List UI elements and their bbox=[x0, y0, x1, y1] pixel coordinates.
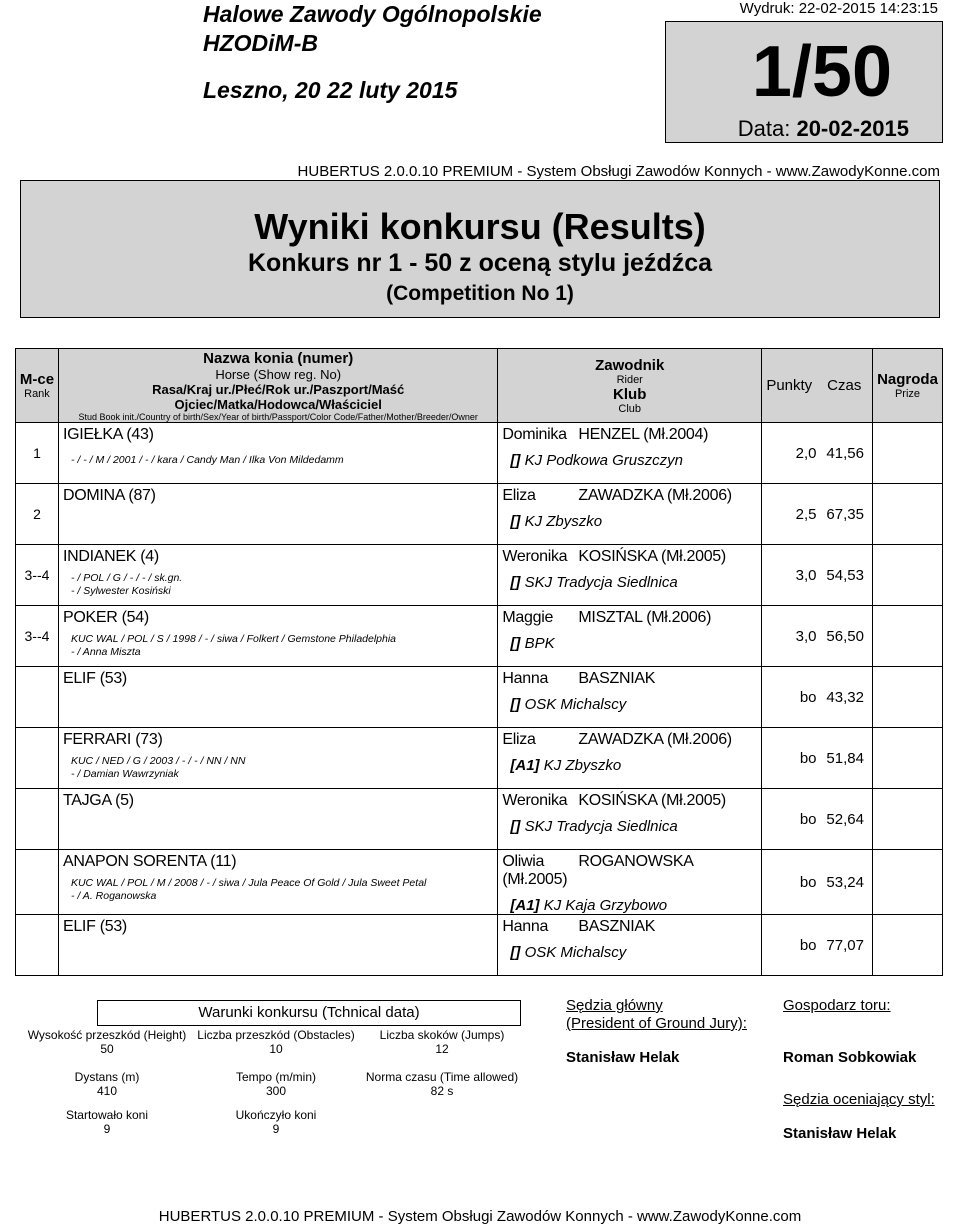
rider-club bbox=[498, 818, 761, 835]
club-tag: [] bbox=[510, 696, 521, 713]
row-prize bbox=[872, 667, 942, 728]
rider-club bbox=[498, 635, 761, 652]
row-points: 2,5 bbox=[762, 484, 817, 545]
tech-distance bbox=[22, 1070, 192, 1098]
table-row bbox=[16, 545, 943, 606]
tech-time-allowed bbox=[362, 1070, 522, 1098]
rider-name bbox=[498, 426, 761, 444]
horse-owner: - / Anna Miszta bbox=[70, 646, 141, 658]
rider-first-name: Maggie bbox=[502, 609, 554, 626]
row-rank bbox=[16, 728, 59, 789]
rider-first-name: Weronika bbox=[502, 548, 568, 565]
distance-value: 410 bbox=[96, 1084, 118, 1098]
row-points: 3,0 bbox=[762, 606, 817, 667]
chief-judge-label-en: (President of Ground Jury): bbox=[566, 1015, 747, 1032]
footer-system-line: HUBERTUS 2.0.0.10 PREMIUM - System Obsługi Zawodów Konnych - www.ZawodyKonne.com bbox=[158, 1208, 802, 1225]
tempo-value: 300 bbox=[265, 1084, 287, 1098]
header-points: Punkty bbox=[762, 349, 817, 423]
row-rider-cell bbox=[498, 728, 762, 789]
row-time: 53,24 bbox=[817, 850, 873, 915]
row-rank bbox=[16, 667, 59, 728]
banner-title: Wyniki konkursu (Results) bbox=[254, 206, 706, 247]
horse-owner: - / Damian Wawrzyniak bbox=[70, 768, 179, 780]
row-rider-cell bbox=[498, 606, 762, 667]
row-prize bbox=[872, 850, 942, 915]
horse-details: KUC / NED / G / 2003 / - / - / NN / NN bbox=[70, 755, 246, 767]
rider-name bbox=[498, 918, 761, 936]
rider-name bbox=[498, 487, 761, 505]
horse-name: ANAPON SORENTA (11) bbox=[62, 853, 237, 870]
row-time: 52,64 bbox=[817, 789, 873, 850]
header-time: Czas bbox=[817, 349, 873, 423]
row-points: bo bbox=[762, 728, 817, 789]
row-rider-cell bbox=[498, 667, 762, 728]
club-tag: [A1] bbox=[510, 897, 540, 914]
finished-value: 9 bbox=[272, 1122, 280, 1136]
table-row bbox=[16, 789, 943, 850]
row-time: 51,84 bbox=[817, 728, 873, 789]
rider-first-name: Eliza bbox=[502, 731, 536, 748]
club-name: KJ Zbyszko bbox=[524, 513, 603, 530]
rider-last-name: MISZTAL (Mł.2006) bbox=[578, 609, 712, 626]
horse-name: ELIF (53) bbox=[62, 918, 127, 935]
competition-box bbox=[665, 21, 943, 143]
rider-club bbox=[498, 452, 761, 469]
rider-last-name: ZAWADZKA (Mł.2006) bbox=[578, 487, 732, 504]
course-designer-name: Roman Sobkowiak bbox=[783, 1049, 917, 1066]
distance-label: Dystans (m) bbox=[74, 1070, 140, 1084]
header-prize: Nagroda Prize bbox=[872, 349, 942, 423]
style-judge-label: Sędzia oceniający styl: bbox=[783, 1091, 935, 1108]
row-rider-cell bbox=[498, 789, 762, 850]
club-tag: [] bbox=[510, 635, 521, 652]
row-points: bo bbox=[762, 850, 817, 915]
rider-last-name: KOSIŃSKA (Mł.2005) bbox=[578, 792, 726, 809]
row-rank: 1 bbox=[16, 423, 59, 484]
tech-jumps bbox=[362, 1028, 522, 1056]
rider-name bbox=[498, 548, 761, 566]
row-time: 67,35 bbox=[817, 484, 873, 545]
rider-name bbox=[498, 792, 761, 810]
row-prize bbox=[872, 606, 942, 667]
club-tag: [] bbox=[510, 513, 521, 530]
rider-club bbox=[498, 513, 761, 530]
row-time: 56,50 bbox=[817, 606, 873, 667]
event-line-2: HZODiM-B bbox=[203, 30, 318, 56]
club-name: OSK Michalscy bbox=[524, 696, 627, 713]
rider-first-name: Dominika bbox=[502, 426, 567, 443]
rider-last-name: BASZNIAK bbox=[578, 918, 656, 935]
rider-last-name: HENZEL (Mł.2004) bbox=[578, 426, 709, 443]
club-name: SKJ Tradycja Siedlnica bbox=[524, 818, 678, 835]
club-tag: [] bbox=[510, 574, 521, 591]
horse-name: DOMINA (87) bbox=[62, 487, 156, 504]
horse-owner: - / A. Roganowska bbox=[70, 890, 157, 902]
horse-name: POKER (54) bbox=[62, 609, 149, 626]
obstacles-label: Liczba przeszkód (Obstacles) bbox=[197, 1028, 355, 1042]
row-rider-cell bbox=[498, 423, 762, 484]
horse-name: IGIEŁKA (43) bbox=[62, 426, 154, 443]
course-designer-label: Gospodarz toru: bbox=[783, 997, 891, 1014]
row-rank bbox=[16, 789, 59, 850]
rider-first-name: Weronika bbox=[502, 792, 568, 809]
row-rank bbox=[16, 850, 59, 915]
chief-judge-block bbox=[566, 997, 747, 1067]
row-rank: 2 bbox=[16, 484, 59, 545]
header-horse: Nazwa konia (numer) Horse (Show reg. No) Rasa/Kraj ur./Płeć/Rok ur./Paszport/Maść Ojciec/Matka/Hodowca/Właściciel Stud Book init./Country of birth/Sex/Year of birth/Passport/Color Code/Father/Mother/Breeder/Owner bbox=[58, 349, 497, 423]
row-prize bbox=[872, 789, 942, 850]
tech-finished bbox=[190, 1108, 362, 1136]
row-horse-cell bbox=[58, 789, 497, 850]
row-rider-cell bbox=[498, 545, 762, 606]
club-name: OSK Michalscy bbox=[524, 944, 627, 961]
table-header-row bbox=[16, 349, 943, 423]
row-horse-cell bbox=[58, 667, 497, 728]
table-row bbox=[16, 606, 943, 667]
row-horse-cell bbox=[58, 484, 497, 545]
results-body bbox=[16, 423, 943, 976]
club-tag: [] bbox=[510, 818, 521, 835]
banner-subtitle: Konkurs nr 1 - 50 z oceną stylu jeźdźca bbox=[247, 249, 713, 277]
horse-owner: - / Sylwester Kosiński bbox=[70, 585, 171, 597]
started-label: Startowało koni bbox=[65, 1108, 149, 1122]
horse-name: INDIANEK (4) bbox=[62, 548, 159, 565]
rider-club bbox=[498, 897, 761, 914]
rider-club bbox=[498, 944, 761, 961]
competition-code: 1/50 bbox=[751, 32, 892, 112]
club-tag: [] bbox=[510, 452, 521, 469]
row-horse-cell bbox=[58, 423, 497, 484]
finished-label: Ukończyło koni bbox=[235, 1108, 317, 1122]
row-prize bbox=[872, 915, 942, 976]
jumps-label: Liczba skoków (Jumps) bbox=[379, 1028, 505, 1042]
horse-details: - / POL / G / - / - / sk.gn. bbox=[70, 572, 183, 584]
row-horse-cell bbox=[58, 915, 497, 976]
tech-tempo bbox=[190, 1070, 362, 1098]
results-table bbox=[15, 348, 943, 976]
horse-details: KUC WAL / POL / M / 2008 / - / siwa / Jula Peace Of Gold / Jula Sweet Petal bbox=[70, 877, 427, 889]
row-points: bo bbox=[762, 915, 817, 976]
club-name: KJ Podkowa Gruszczyn bbox=[524, 452, 683, 469]
height-value: 50 bbox=[100, 1042, 114, 1056]
row-rank: 3--4 bbox=[16, 606, 59, 667]
tech-data-header: Warunki konkursu (Tchnical data) bbox=[97, 1000, 521, 1026]
row-prize bbox=[872, 728, 942, 789]
row-rank bbox=[16, 915, 59, 976]
obstacles-value: 10 bbox=[269, 1042, 283, 1056]
height-label: Wysokość przeszkód (Height) bbox=[27, 1028, 187, 1042]
rider-name bbox=[498, 731, 761, 749]
tempo-label: Tempo (m/min) bbox=[235, 1070, 316, 1084]
row-time: 43,32 bbox=[817, 667, 873, 728]
club-name: KJ Zbyszko bbox=[543, 757, 622, 774]
club-tag: [A1] bbox=[510, 757, 540, 774]
style-judge-name: Stanisław Helak bbox=[783, 1125, 897, 1142]
results-banner bbox=[20, 180, 940, 318]
row-points: 2,0 bbox=[762, 423, 817, 484]
event-title bbox=[203, 0, 542, 105]
row-rider-cell bbox=[498, 915, 762, 976]
row-points: bo bbox=[762, 667, 817, 728]
system-line: HUBERTUS 2.0.0.10 PREMIUM - System Obsługi Zawodów Konnych - www.ZawodyKonne.com bbox=[297, 163, 940, 180]
club-name: BPK bbox=[524, 635, 555, 652]
rider-club bbox=[498, 757, 761, 774]
club-tag: [] bbox=[510, 944, 521, 961]
row-time: 41,56 bbox=[817, 423, 873, 484]
chief-judge-name: Stanisław Helak bbox=[566, 1049, 680, 1066]
course-designer-block bbox=[783, 997, 935, 1143]
banner-subtitle-2: (Competition No 1) bbox=[386, 282, 574, 305]
table-row bbox=[16, 915, 943, 976]
row-prize bbox=[872, 423, 942, 484]
horse-name: TAJGA (5) bbox=[62, 792, 134, 809]
header-rank: M-ce Rank bbox=[16, 349, 59, 423]
horse-details: KUC WAL / POL / S / 1998 / - / siwa / Folkert / Gemstone Philadelphia bbox=[70, 633, 397, 645]
table-row bbox=[16, 728, 943, 789]
tech-height bbox=[22, 1028, 192, 1056]
rider-club bbox=[498, 696, 761, 713]
rider-name bbox=[498, 670, 761, 688]
row-horse-cell bbox=[58, 545, 497, 606]
rider-name bbox=[498, 609, 761, 627]
row-prize bbox=[872, 484, 942, 545]
table-row bbox=[16, 484, 943, 545]
table-row bbox=[16, 850, 943, 915]
chief-judge-label: Sędzia główny bbox=[566, 997, 663, 1014]
rider-last-name: BASZNIAK bbox=[578, 670, 656, 687]
jumps-value: 12 bbox=[435, 1042, 449, 1056]
horse-name: FERRARI (73) bbox=[62, 731, 163, 748]
event-line-1: Halowe Zawody Ogólnopolskie bbox=[203, 1, 542, 27]
rider-name bbox=[498, 853, 761, 889]
club-name: SKJ Tradycja Siedlnica bbox=[524, 574, 678, 591]
row-horse-cell bbox=[58, 728, 497, 789]
tech-started bbox=[22, 1108, 192, 1136]
tech-obstacles bbox=[190, 1028, 362, 1056]
row-points: bo bbox=[762, 789, 817, 850]
table-row bbox=[16, 667, 943, 728]
printout-timestamp: Wydruk: 22-02-2015 14:23:15 bbox=[739, 0, 938, 17]
rider-first-name: Hanna bbox=[502, 670, 549, 687]
rider-club bbox=[498, 574, 761, 591]
row-time: 54,53 bbox=[817, 545, 873, 606]
table-row bbox=[16, 423, 943, 484]
event-line-3: Leszno, 20 22 luty 2015 bbox=[203, 77, 458, 103]
rider-last-name: ZAWADZKA (Mł.2006) bbox=[578, 731, 732, 748]
row-rank: 3--4 bbox=[16, 545, 59, 606]
club-name: KJ Kaja Grzybowo bbox=[543, 897, 668, 914]
horse-name: ELIF (53) bbox=[62, 670, 127, 687]
header-rider: Zawodnik Rider Klub Club bbox=[498, 349, 762, 423]
started-value: 9 bbox=[103, 1122, 111, 1136]
rider-last-name: KOSIŃSKA (Mł.2005) bbox=[578, 548, 726, 565]
row-horse-cell bbox=[58, 606, 497, 667]
time-allowed-label: Norma czasu (Time allowed) bbox=[365, 1070, 519, 1084]
competition-date bbox=[738, 116, 909, 142]
row-points: 3,0 bbox=[762, 545, 817, 606]
row-prize bbox=[872, 545, 942, 606]
rider-last-name: ROGANOWSKA (Mł.2005) bbox=[502, 853, 693, 888]
rider-first-name: Eliza bbox=[502, 487, 536, 504]
row-rider-cell bbox=[498, 484, 762, 545]
date-label: Data: bbox=[737, 116, 791, 141]
rider-first-name: Hanna bbox=[502, 918, 549, 935]
row-time: 77,07 bbox=[817, 915, 873, 976]
horse-details: - / - / M / 2001 / - / kara / Candy Man / Ilka Von Mildedamm bbox=[70, 454, 344, 466]
rider-first-name: Oliwia bbox=[502, 853, 545, 870]
row-rider-cell bbox=[498, 850, 762, 915]
row-horse-cell bbox=[58, 850, 497, 915]
time-allowed-value: 82 s bbox=[430, 1084, 454, 1098]
date-value: 20-02-2015 bbox=[796, 116, 909, 141]
